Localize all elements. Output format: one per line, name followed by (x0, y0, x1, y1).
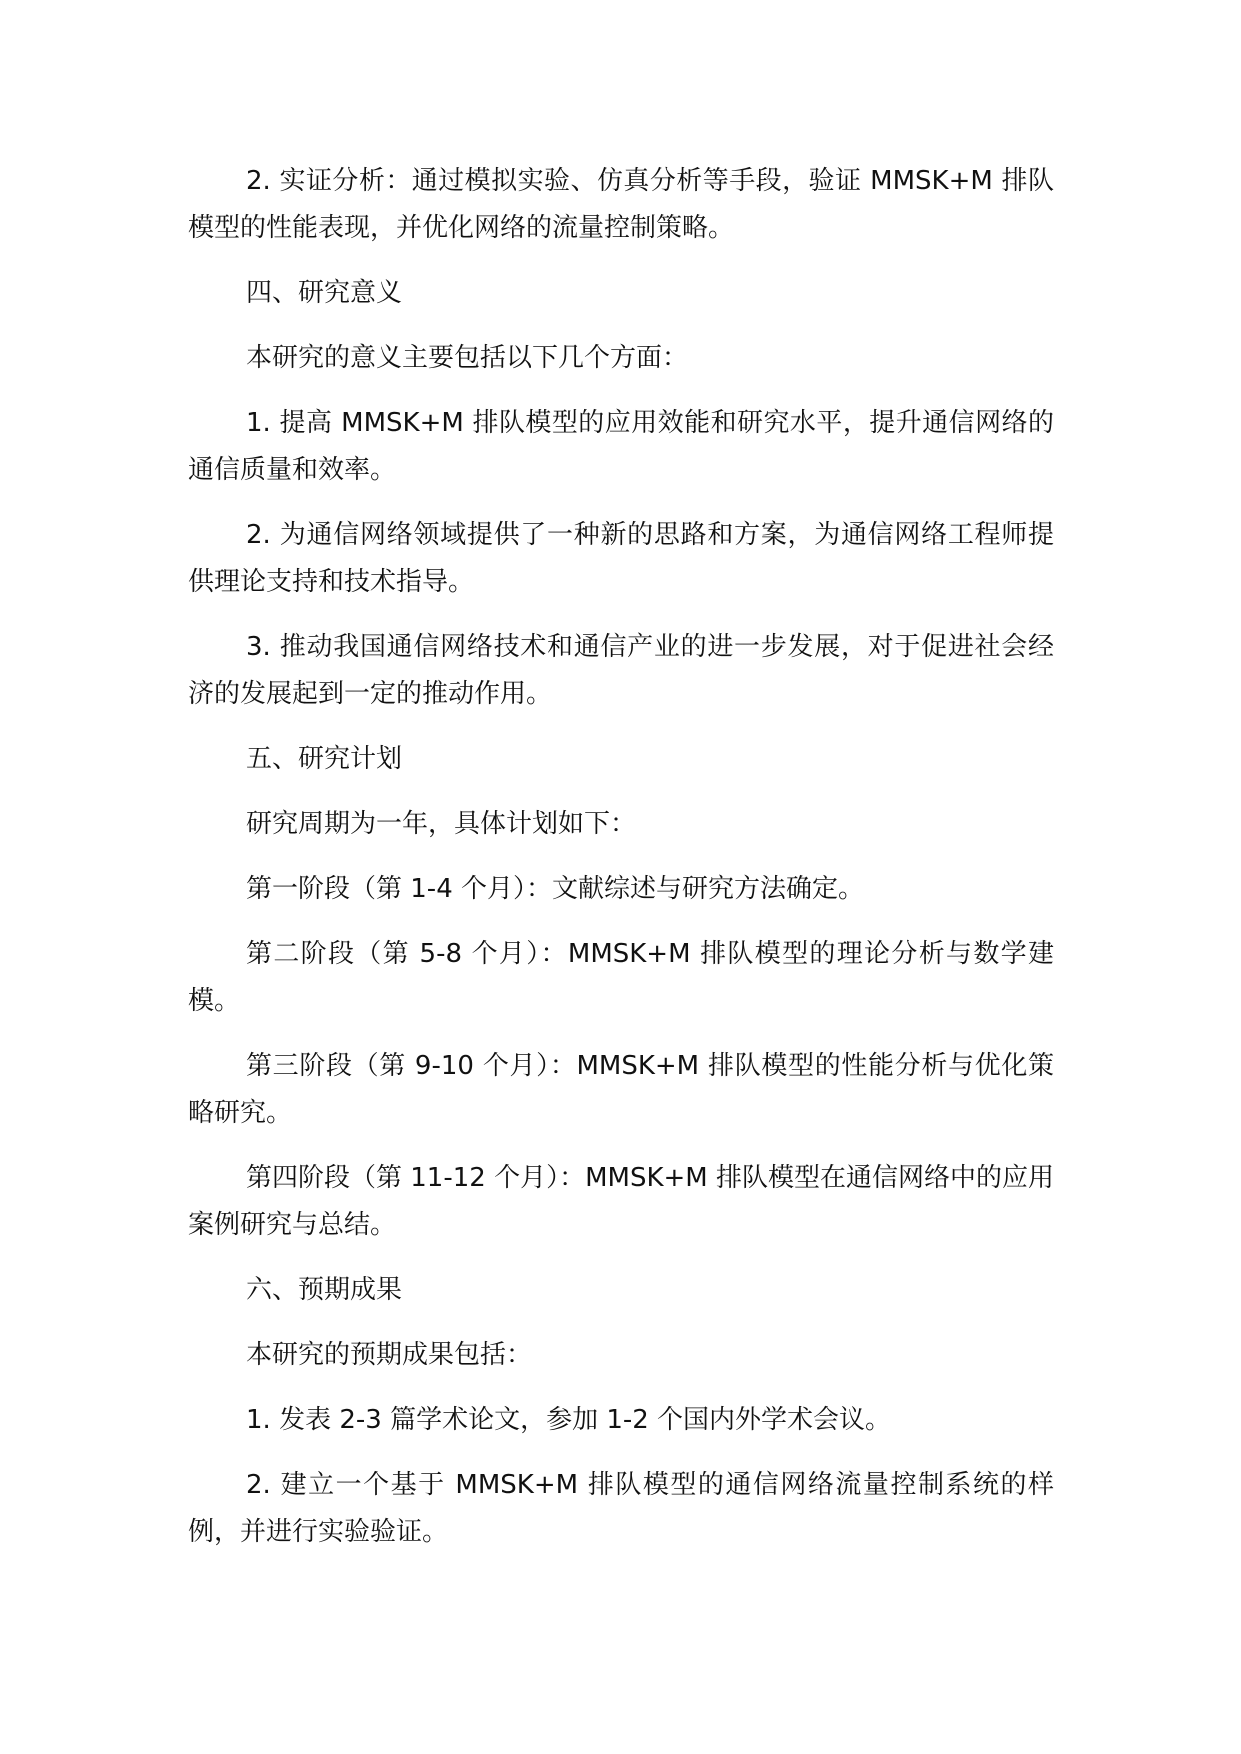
paragraph-results-1: 1. 发表 2-3 篇学术论文，参加 1-2 个国内外学术会议。 (246, 1405, 892, 1435)
section-heading-research-significance: 四、研究意义 (246, 278, 403, 308)
paragraph-significance-2: 2. 为通信网络领域提供了一种新的思路和方案，为通信网络工程师提供理论支持和技术指导。 (188, 520, 1054, 597)
paragraph-plan-stage-4: 第四阶段（第 11-12 个月）：MMSK+M 排队模型在通信网络中的应用案例研究与总结。 (188, 1163, 1054, 1240)
paragraph-significance-3: 3. 推动我国通信网络技术和通信产业的进一步发展，对于促进社会经济的发展起到一定的推动作用。 (188, 632, 1054, 709)
paragraph-empirical-analysis: 2. 实证分析：通过模拟实验、仿真分析等手段，验证 MMSK+M 排队模型的性能表现，并优化网络的流量控制策略。 (188, 166, 1054, 243)
paragraph-plan-stage-2: 第二阶段（第 5-8 个月）：MMSK+M 排队模型的理论分析与数学建模。 (188, 939, 1054, 1016)
paragraph-significance-1: 1. 提高 MMSK+M 排队模型的应用效能和研究水平，提升通信网络的通信质量和效率。 (188, 408, 1054, 485)
paragraph-plan-stage-1: 第一阶段（第 1-4 个月）：文献综述与研究方法确定。 (246, 874, 864, 904)
paragraph-plan-intro: 研究周期为一年，具体计划如下： (246, 809, 637, 839)
paragraph-results-2: 2. 建立一个基于 MMSK+M 排队模型的通信网络流量控制系统的样例，并进行实验验证。 (188, 1470, 1054, 1547)
section-heading-research-plan: 五、研究计划 (246, 744, 403, 774)
paragraph-results-intro: 本研究的预期成果包括： (246, 1340, 533, 1370)
paragraph-significance-intro: 本研究的意义主要包括以下几个方面： (246, 343, 689, 373)
section-heading-expected-results: 六、预期成果 (246, 1275, 403, 1305)
document-body (188, 158, 1054, 1574)
paragraph-plan-stage-3: 第三阶段（第 9-10 个月）：MMSK+M 排队模型的性能分析与优化策略研究。 (188, 1051, 1054, 1128)
